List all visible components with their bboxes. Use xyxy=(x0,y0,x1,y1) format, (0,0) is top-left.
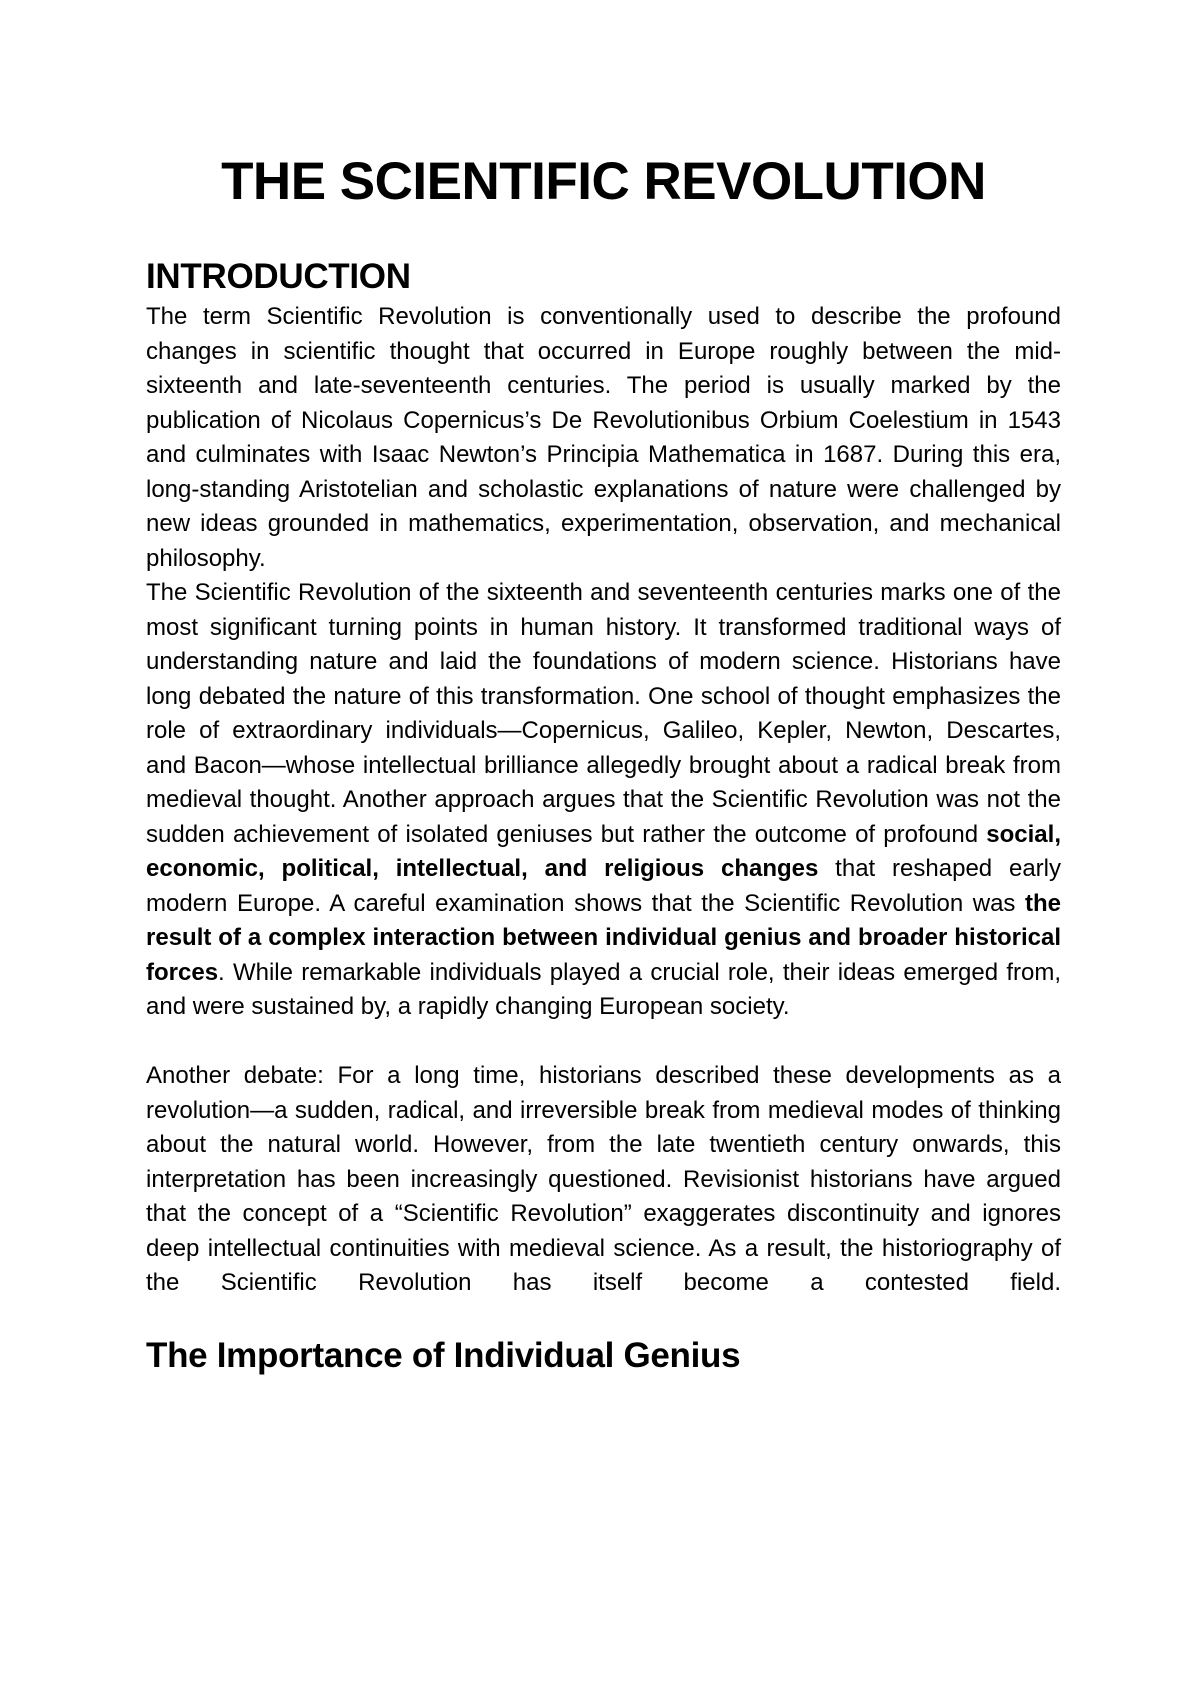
paragraph-2-text-3: . While remarkable individuals played a crucial role, their ideas emerged from, and were sustained by, a rapidly changing European society. xyxy=(146,958,1061,1020)
paragraph-spacer xyxy=(146,1025,1061,1060)
document-page xyxy=(146,150,1061,1379)
intro-paragraph-3: Another debate: For a long time, historians described these developments as a revolution—a sudden, radical, and irreversible break from medieval modes of thinking about the natural world. However, from the late twentieth century onwards, this interpretation has been increasingly questioned. Revisionist historians have argued that the concept of a “Scientific Revolution” exaggerates discontinuity and ignores deep intellectual continuities with medieval science. As a result, the historiography of the Scientific Revolution has itself become a contested field. xyxy=(146,1062,1061,1296)
intro-paragraph-2 xyxy=(146,576,1061,1025)
intro-paragraph-1: The term Scientific Revolution is conventionally used to describe the profound changes in scientific thought that occurred in Europe roughly between the mid-sixteenth and late-seventeenth centuries. The period is usually marked by the publication of Nicolaus Copernicus’s De Revolutionibus Orbium Coelestium in 1543 and culminates with Isaac Newton’s Principia Mathematica in 1687. During this era, long-standing Aristotelian and scholastic explanations of nature were challenged by new ideas grounded in mathematics, experimentation, observation, and mechanical philosophy. xyxy=(146,303,1061,572)
document-title: THE SCIENTIFIC REVOLUTION xyxy=(221,152,986,211)
paragraph-2-text-2: that reshaped early modern Europe. A careful examination shows that the Scientific Revolution was xyxy=(146,855,1061,917)
section-heading-individual-genius: The Importance of Individual Genius xyxy=(146,1335,741,1375)
paragraph-2-text-1: The Scientific Revolution of the sixteenth and seventeenth centuries marks one of the most significant turning points in human history. It transformed traditional ways of understanding nature and laid the foundations of modern science. Historians have long debated the nature of this transformation. One school of thought emphasizes the role of extraordinary individuals—Copernicus, Galileo, Kepler, Newton, Descartes, and Bacon—whose intellectual brilliance allegedly brought about a radical break from medieval thought. Another approach argues that the Scientific Revolution was not the sudden achievement of isolated geniuses but rather the outcome of profound xyxy=(146,579,1061,848)
paragraph-2-bold-2: the result of a complex interaction between individual genius and broader historical forces xyxy=(146,889,1061,986)
introduction-heading: INTRODUCTION xyxy=(146,257,411,296)
paragraph-2-bold-1: social, economic, political, intellectual, and religious changes xyxy=(146,820,1061,882)
